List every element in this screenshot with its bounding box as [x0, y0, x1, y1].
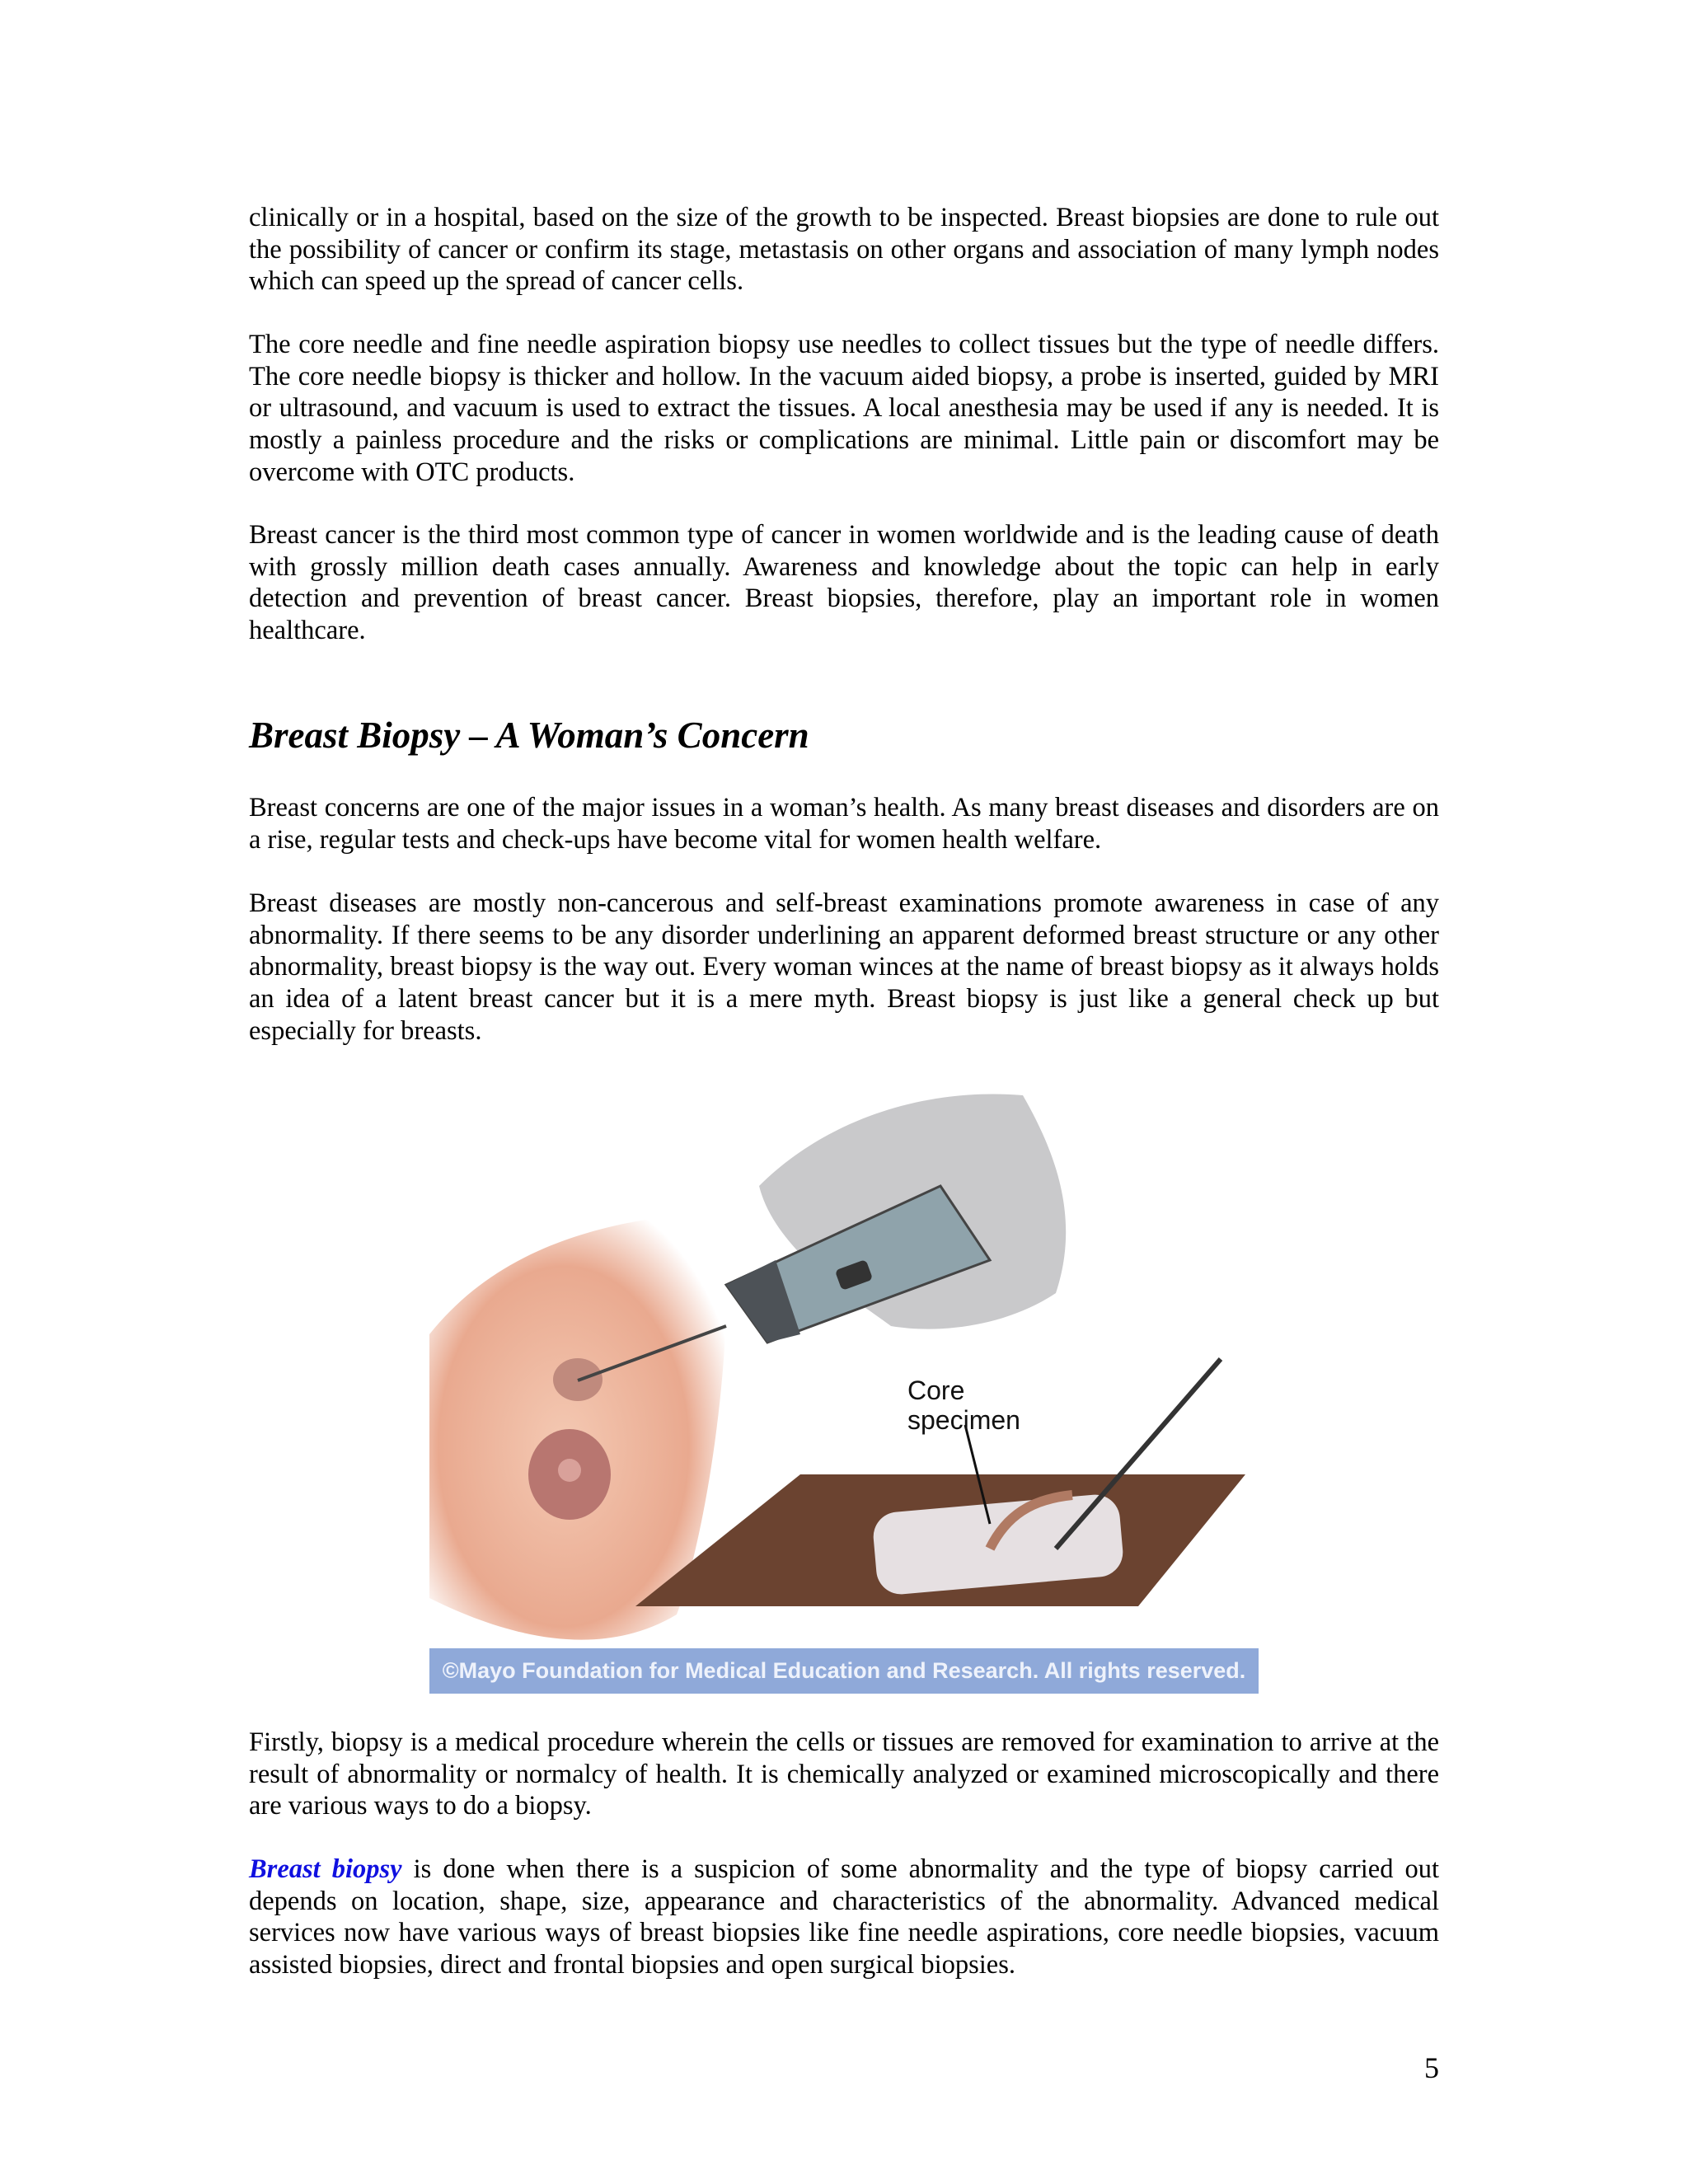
breast-biopsy-link[interactable]: Breast biopsy	[249, 1854, 402, 1884]
page-number: 5	[1424, 2051, 1439, 2084]
biopsy-illustration	[429, 1087, 1259, 1694]
paragraph-biopsy-definition: Firstly, biopsy is a medical procedure wherein the cells or tissues are removed for examination to arrive at the result of abnormality or normalcy of health. It is chemically analyzed or examined microscopically and there are various ways to do a biopsy.	[249, 1727, 1439, 1821]
paragraph-breast-cancer: Breast cancer is the third most common type of cancer in women worldwide and is the leading cause of death with grossly million death cases annually. Awareness and knowledge about the topic can help in early detection and prevention of breast cancer. Breast biopsies, therefore, play an important role in women healthcare.	[249, 520, 1439, 646]
paragraph-breast-concerns: Breast concerns are one of the major issues in a woman’s health. As many breast diseases and disorders are on a rise, regular tests and check-ups have become vital for women health welfare.	[249, 793, 1439, 855]
figure-copyright-caption: ©Mayo Foundation for Medical Education and Research. All rights reserved.	[429, 1648, 1259, 1694]
label-line-2: specimen	[907, 1405, 1020, 1435]
section-heading: Breast Biopsy – A Woman’s Concern	[249, 715, 809, 756]
core-needle-biopsy-drawing	[429, 1087, 1259, 1656]
paragraph-breast-biopsy-types	[249, 1854, 1439, 1981]
paragraph-breast-diseases: Breast diseases are mostly non-cancerous and self-breast examinations promote awareness in case of any abnormality. If there seems to be any disorder underlining an apparent deformed breast structure or any other abnormality, breast biopsy is the way out. Every woman winces at the name of breast biopsy as it always holds an idea of a latent breast cancer but it is a mere myth. Breast biopsy is just like a general check up but especially for breasts.	[249, 888, 1439, 1046]
label-line-1: Core	[907, 1376, 965, 1405]
paragraph-text: is done when there is a suspicion of some abnormality and the type of biopsy carried out depends on location, shape, size, appearance and characteristics of the abnormality. Advanced medical services now have various ways of breast biopsies like fine needle aspirations, core needle biopsies, vacuum assisted biopsies, direct and frontal biopsies and open surgical biopsies.	[249, 1854, 1440, 1980]
paragraph-needle-types: The core needle and fine needle aspiration biopsy use needles to collect tissues but the type of needle differs. The core needle biopsy is thicker and hollow. In the vacuum aided biopsy, a probe is inserted, guided by MRI or ultrasound, and vacuum is used to extract the tissues. A local anesthesia may be used if any is needed. It is mostly a painless procedure and the risks or complications are minimal. Little pain or discomfort may be overcome with OTC products.	[249, 330, 1439, 487]
paragraph-intro-continued: clinically or in a hospital, based on the size of the growth to be inspected. Breast biopsies are done to rule out the possibility of cancer or confirm its stage, metastasis on other organs and association of many lymph nodes which can speed up the spread of cancer cells.	[249, 203, 1439, 297]
core-specimen-label	[907, 1376, 1020, 1435]
